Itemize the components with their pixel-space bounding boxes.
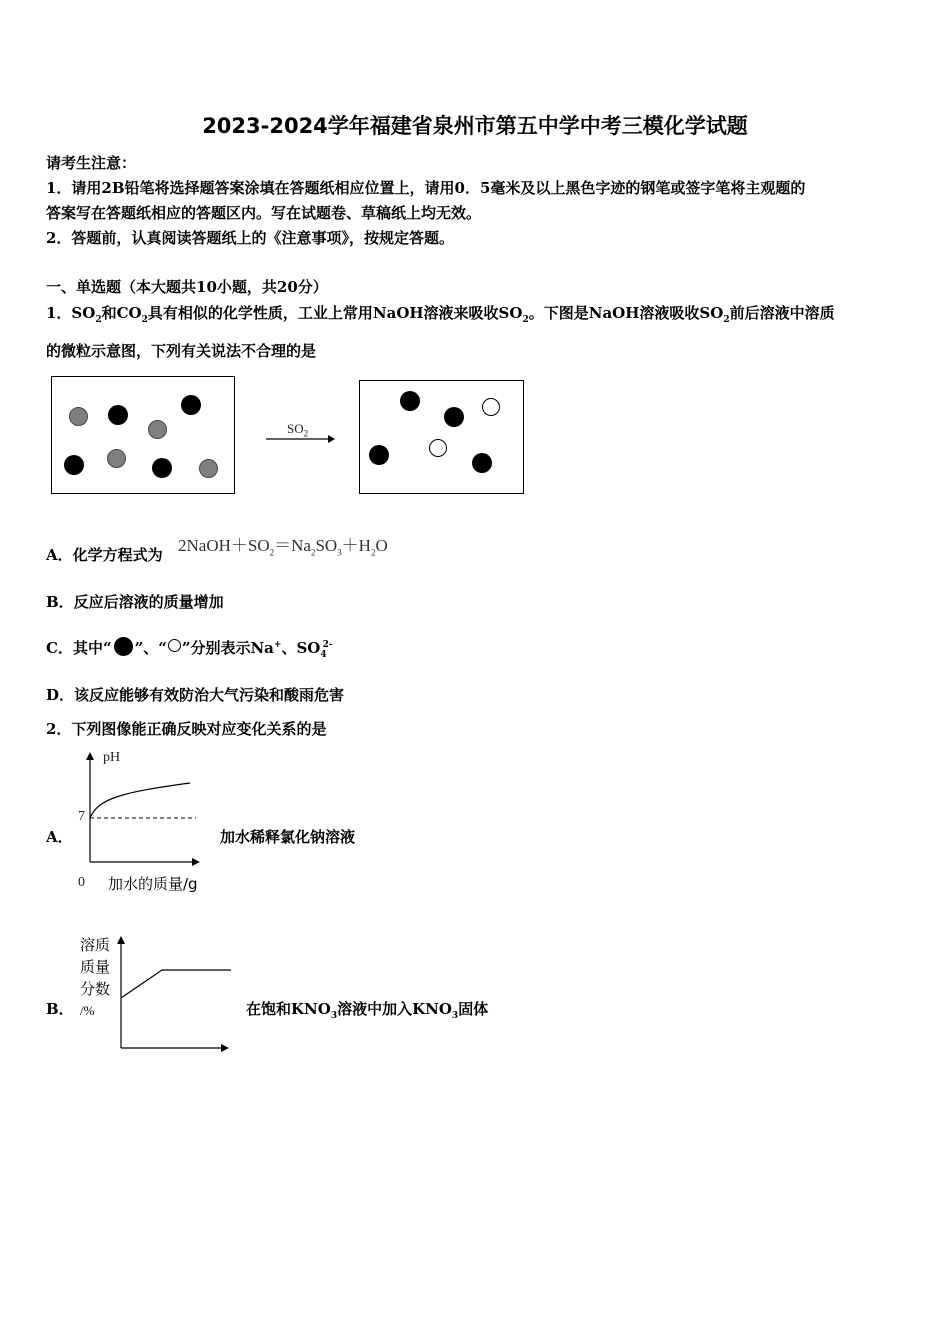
q1-stem: 1．$SO_2$和$CO_2$具有相似的化学性质，工业上常用NaOH溶液来吸收$SO_2$。下图是NaOH溶液吸收$SO_2$前后溶液中溶质 bbox=[46, 304, 835, 325]
black-particle bbox=[444, 407, 464, 427]
graph-a-y-label: pH bbox=[103, 750, 121, 765]
graph-a-curve bbox=[90, 783, 190, 818]
white-particle bbox=[482, 398, 500, 416]
black-particle-icon bbox=[114, 637, 133, 656]
q1-option-b: B．反应后溶液的质量增加 bbox=[46, 593, 224, 611]
q1-option-a-equation: $2NaOH+SO_2=Na_2SO_3+H_2O$ bbox=[178, 536, 388, 558]
graph-a-zero-label: 0 bbox=[78, 875, 85, 890]
gray-particle bbox=[199, 459, 218, 478]
q1-stem-line-2: 的微粒示意图，下列有关说法不合理的是 bbox=[46, 342, 317, 360]
q1-option-d: D．该反应能够有效防治大气污染和酸雨危害 bbox=[46, 686, 345, 704]
graph-a-seven-label: 7 bbox=[78, 809, 85, 824]
reaction-arrow bbox=[266, 432, 336, 446]
gray-particle bbox=[107, 449, 126, 468]
q2-option-b-label: B． bbox=[46, 1000, 74, 1018]
graph-b-line bbox=[121, 970, 231, 998]
black-particle bbox=[152, 458, 172, 478]
q1-option-a-label: A．化学方程式为 bbox=[46, 546, 163, 564]
black-particle bbox=[181, 395, 201, 415]
q1-option-c: C．其中“ ”、“ ”分别表示Na+、$SO_4^{2-}$ bbox=[46, 639, 333, 660]
q2-option-b-text: 在饱和$KNO_3$溶液中加入$KNO_3$固体 bbox=[246, 1000, 489, 1021]
reaction-arrow-label: $SO_2$ bbox=[287, 421, 309, 439]
notice-heading: 请考生注意： bbox=[46, 154, 137, 172]
page-title: 2023-2024学年福建省泉州市第五中学中考三模化学试题 bbox=[202, 114, 748, 138]
notice-line-1: 1．请用2B铅笔将选择题答案涂填在答题纸相应位置上，请用0．5毫米及以上黑色字迹的钢笔或签字笔将主观题的 bbox=[46, 179, 806, 197]
notice-line-2: 答案写在答题纸相应的答题区内。写在试题卷、草稿纸上均无效。 bbox=[46, 204, 482, 222]
graph-a-x-label: 加水的质量/g bbox=[108, 875, 198, 893]
notice-line-3: 2．答题前，认真阅读答题纸上的《注意事项》，按规定答题。 bbox=[46, 229, 454, 247]
graph-a-axes bbox=[84, 752, 204, 868]
q2-option-a-label: A． bbox=[46, 828, 73, 846]
black-particle bbox=[472, 453, 492, 473]
graph-b-y-label: 溶质 质量 分数 /% bbox=[80, 936, 111, 1018]
gray-particle bbox=[69, 407, 88, 426]
black-particle bbox=[108, 405, 128, 425]
black-particle bbox=[64, 455, 84, 475]
q2-option-a-text: 加水稀释氯化钠溶液 bbox=[220, 828, 356, 846]
black-particle bbox=[369, 445, 389, 465]
section-heading: 一、单选题（本大题共10小题，共20分） bbox=[46, 278, 328, 296]
graph-b-axes bbox=[115, 934, 235, 1054]
black-particle bbox=[400, 391, 420, 411]
particles-before-box bbox=[51, 376, 235, 494]
white-particle bbox=[429, 439, 447, 457]
particles-after-box bbox=[359, 380, 524, 494]
q2-stem: 2．下列图像能正确反映对应变化关系的是 bbox=[46, 720, 327, 738]
white-particle-icon bbox=[168, 639, 181, 652]
gray-particle bbox=[148, 420, 167, 439]
